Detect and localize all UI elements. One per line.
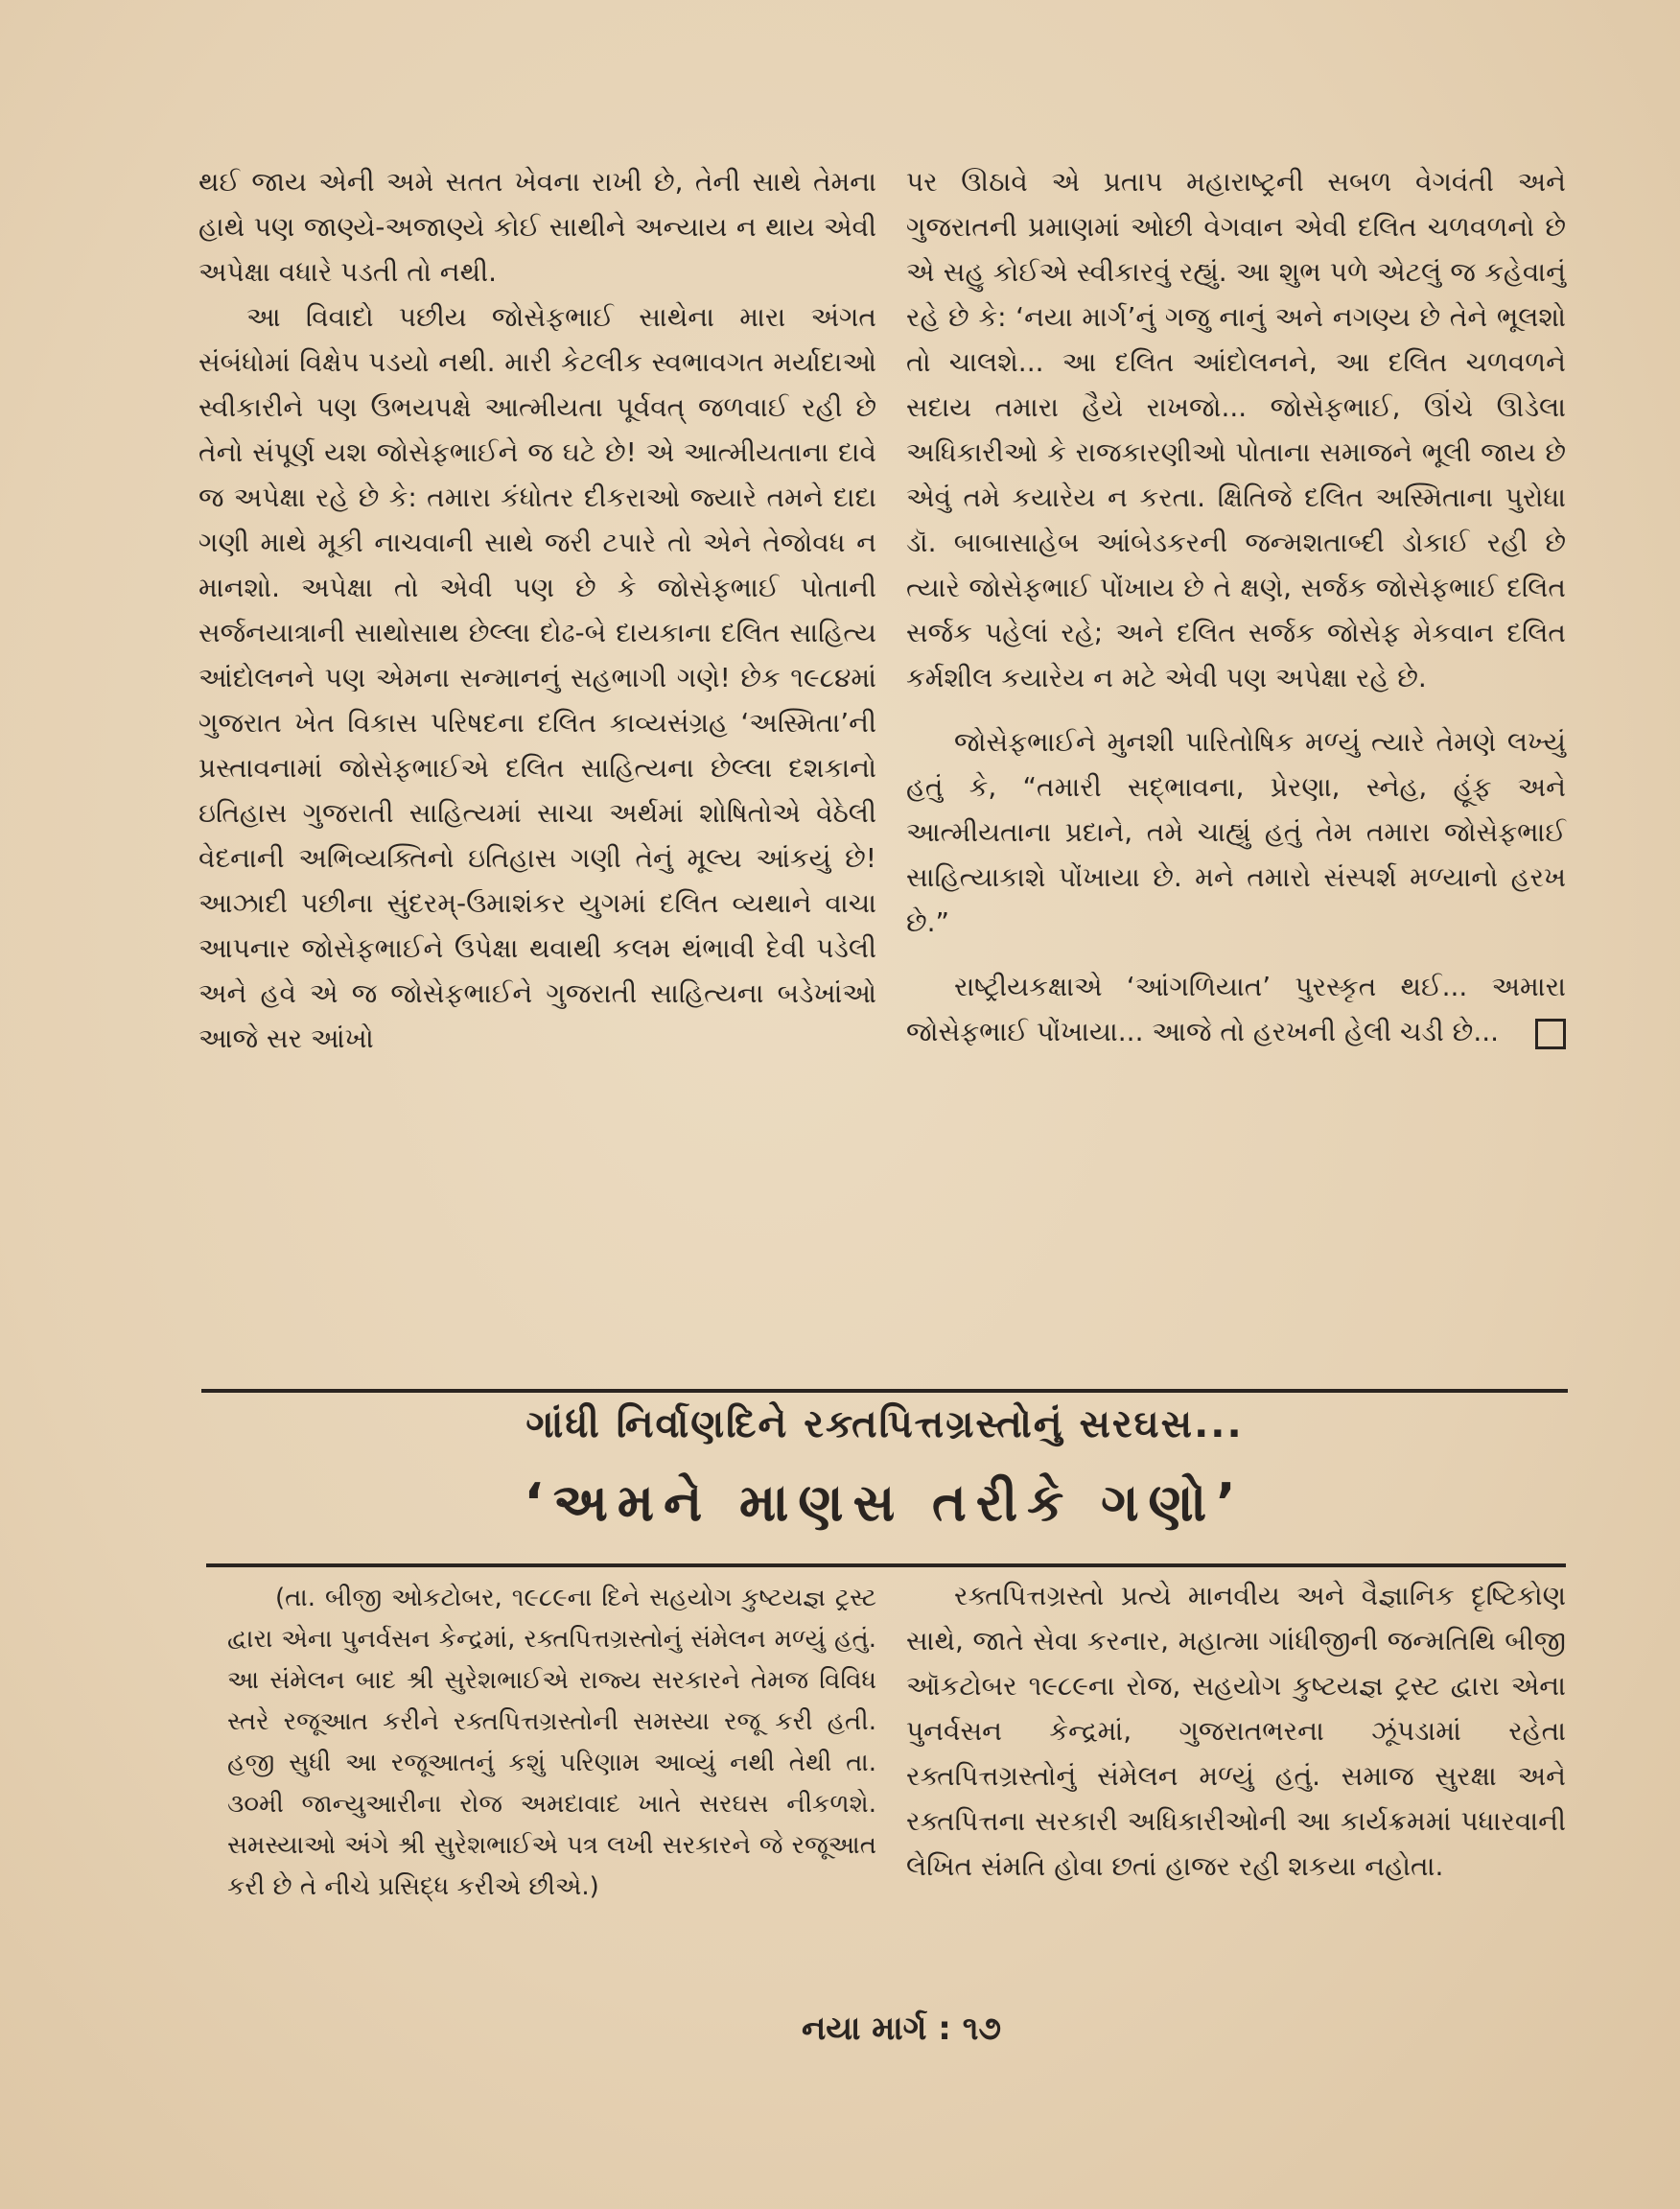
- end-of-article-box-icon: [1535, 1019, 1566, 1049]
- article-paragraph: [906, 964, 1566, 1054]
- article-closing-text: રાષ્ટ્રીયકક્ષાએ ‘આંગળિયાત’ પુરસ્કૃત થઈ... અમારા જોસેફભાઈ પોંખાયા... આજે તો હરખની હેલી ચડી છે...: [906, 971, 1566, 1047]
- article-paragraph: થઈ જાય એની અમે સતત ખેવના રાખી છે, તેની સાથે તેમના હાથે પણ જાણ્યે-અજાણ્યે કોઈ સાથીને અન્યાય ન થાય એવી અપેક્ષા વધારે પડતી તો નથી.: [198, 166, 876, 288]
- article-bottom-intro-note: [227, 1578, 876, 1908]
- article-bottom-right-column: [906, 1573, 1566, 1889]
- headline-top-rule: [201, 1389, 1568, 1393]
- headline-title: ‘અમને માણસ તરીકે ગણો’: [524, 1472, 1246, 1533]
- article-top-right-column: [906, 159, 1566, 1054]
- headline-bottom-rule: [206, 1563, 1566, 1567]
- headline-subtitle: ગાંધી નિર્વાણદિને રક્તપિત્તગ્રસ્તોનું સરઘસ...: [525, 1402, 1244, 1446]
- intro-note-text: (તા. બીજી ઓકટોબર, ૧૯૮૯ના દિને સહયોગ કુષ્ટયજ્ઞ ટ્રસ્ટ દ્વારા એના પુનર્વસન કેન્દ્રમાં, રક્તપિત્તગ્રસ્તોનું સંમેલન મળ્યું હતું. આ સંમેલન બાદ શ્રી સુરેશભાઈએ રાજ્ય સરકારને તેમજ વિવિધ સ્તરે રજૂઆત કરીને રક્તપિત્તગ્રસ્તોની સમસ્યા રજૂ કરી હતી. હજી સુધી આ રજૂઆતનું કશું પરિણામ આવ્યું નથી તેથી તા. ૩૦મી જાન્યુઆરીના રોજ અમદાવાદ ખાતે સરઘસ નીકળશે. સમસ્યાઓ અંગે શ્રી સુરેશભાઈએ પત્ર લખી સરકારને જે રજૂઆત કરી છે તે નીચે પ્રસિદ્ધ કરીએ છીએ.): [227, 1584, 876, 1901]
- article-paragraph: જોસેફભાઈને મુનશી પારિતોષિક મળ્યું ત્યારે તેમણે લખ્યું હતું કે, “તમારી સદ્ભાવના, પ્રેરણા, સ્નેહ, હૂંફ અને આત્મીયતાના પ્રદાને, તમે ચાહ્યું હતું તેમ તમારા જોસેફભાઈ સાહિત્યાકાશે પોંખાયા છે. મને તમારો સંસ્પર્શ મળ્યાનો હરખ છે.”: [906, 726, 1566, 938]
- article-top-left-column: [198, 159, 876, 1061]
- page-footer: નયા માર્ગ : ૧૭: [801, 2009, 1002, 2048]
- article-paragraph: રક્તપિત્તગ્રસ્તો પ્રત્યે માનવીય અને વૈજ્ઞાનિક દૃષ્ટિકોણ સાથે, જાતે સેવા કરનાર, મહાત્મા ગાંધીજીની જન્મતિથિ બીજી ઑકટોબર ૧૯૮૯ના રોજ, સહયોગ કુષ્ટયજ્ઞ ટ્રસ્ટ દ્વારા એના પુનર્વસન કેન્દ્રમાં, ગુજરાતભરના ઝૂંપડામાં રહેતા રક્તપિત્તગ્રસ્તોનું સંમેલન મળ્યું હતું. સમાજ સુરક્ષા અને રક્તપિત્તના સરકારી અધિકારીઓની આ કાર્યક્રમમાં પધારવાની લેખિત સંમતિ હોવા છતાં હાજર રહી શકયા નહોતા.: [906, 1580, 1566, 1882]
- article-paragraph: આ વિવાદો પછીય જોસેફભાઈ સાથેના મારા અંગત સંબંધોમાં વિક્ષેપ પડયો નથી. મારી કેટલીક સ્વભાવગત મર્યાદાઓ સ્વીકારીને પણ ઉભયપક્ષે આત્મીયતા પૂર્વવત્ જળવાઈ રહી છે તેનો સંપૂર્ણ યશ જોસેફભાઈને જ ઘટે છે! એ આત્મીયતાના દાવે જ અપેક્ષા રહે છે કે: તમારા કંધોતર દીકરાઓ જ્યારે તમને દાદા ગણી માથે મૂકી નાચવાની સાથે જરી ટપારે તો એને તેજોવધ ન માનશો. અપેક્ષા તો એવી પણ છે કે જોસેફભાઈ પોતાની સર્જનયાત્રાની સાથોસાથ છેલ્લા દોઢ-બે દાયકાના દલિત સાહિત્ય આંદોલનને પણ એમના સન્માનનું સહભાગી ગણે! છેક ૧૯૮૪માં ગુજરાત ખેત વિકાસ પરિષદના દલિત કાવ્યસંગ્રહ ‘અસ્મિતા’ની પ્રસ્તાવનામાં જોસેફભાઈએ દલિત સાહિત્યના છેલ્લા દશકાનો ઇતિહાસ ગુજરાતી સાહિત્યમાં સાચા અર્થમાં શોષિતોએ વેઠેલી વેદનાની અભિવ્યક્તિનો ઇતિહાસ ગણી તેનું મૂલ્ય આંકયું છે! આઝાદી પછીના સુંદરમ્-ઉમાશંકર યુગમાં દલિત વ્યથાને વાચા આપનાર જોસેફભાઈને ઉપેક્ષા થવાથી કલમ થંભાવી દેવી પડેલી અને હવે એ જ જોસેફભાઈને ગુજરાતી સાહિત્યના બડેખાંઓ આજે સર આંખો: [198, 301, 876, 1054]
- article-paragraph: પર ઊઠાવે એ પ્રતાપ મહારાષ્ટ્રની સબળ વેગવંતી અને ગુજરાતની પ્રમાણમાં ઓછી વેગવાન એવી દલિત ચળવળનો છે એ સહુ કોઈએ સ્વીકારવું રહ્યું. આ શુભ પળે એટલું જ કહેવાનું રહે છે કે: ‘નયા માર્ગ’નું ગજુ નાનું અને નગણ્ય છે તેને ભૂલશો તો ચાલશે... આ દલિત આંદોલનને, આ દલિત ચળવળને સદાય તમારા હૈયે રાખજો... જોસેફભાઈ, ઊંચે ઊડેલા અધિકારીઓ કે રાજકારણીઓ પોતાના સમાજને ભૂલી જાય છે એવું તમે કયારેય ન કરતા. ક્ષિતિજે દલિત અસ્મિતાના પુરોધા ડૉ. બાબાસાહેબ આંબેડકરની જન્મશતાબ્દી ડોકાઈ રહી છે ત્યારે જોસેફભાઈ પોંખાય છે તે ક્ષણે, સર્જક જોસેફભાઈ દલિત સર્જક પહેલાં રહે; અને દલિત સર્જક જોસેફ મેકવાન દલિત કર્મશીલ કયારેય ન મટે એવી પણ અપેક્ષા રહે છે.: [906, 166, 1566, 693]
